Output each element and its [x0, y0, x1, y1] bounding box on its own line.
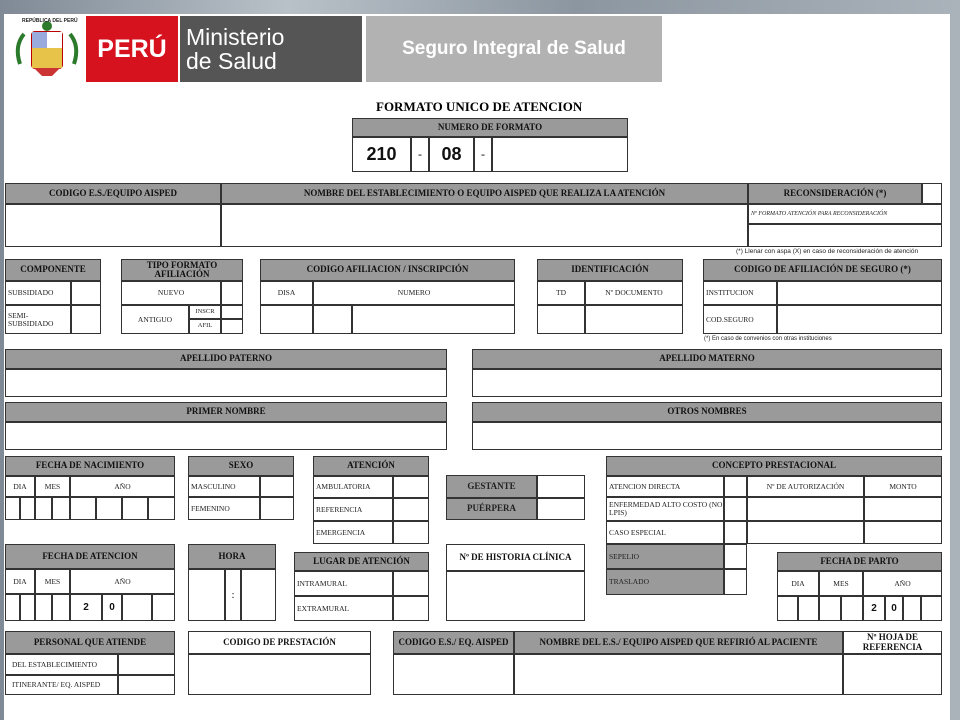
nac-mes-2[interactable]: [52, 497, 70, 520]
nac-ano-1[interactable]: [70, 497, 96, 520]
afil-label: AFIL: [189, 319, 221, 334]
nac-ano-2[interactable]: [96, 497, 122, 520]
numero-formato-part3[interactable]: [492, 137, 628, 172]
nombre-refirio-header: NOMBRE DEL E.S./ EQUIPO AISPED QUE REFIRIÓ AL PACIENTE: [514, 631, 843, 654]
hora-colon: :: [225, 569, 241, 621]
aten-mes-label: MES: [35, 569, 70, 594]
aten-dia-2[interactable]: [20, 594, 35, 621]
codigo-es-eq-field[interactable]: [393, 654, 514, 695]
historia-clinica-field[interactable]: [446, 571, 585, 621]
nac-dia-1[interactable]: [5, 497, 20, 520]
referencia-label: REFERENCIA: [313, 498, 393, 521]
ministerio-label: Ministerio: [186, 24, 285, 50]
n-autorizacion-field-1[interactable]: [747, 497, 864, 521]
reconsideracion-checkbox[interactable]: [922, 183, 942, 204]
peru-coat-of-arms-logo: [10, 16, 84, 80]
nac-mes-1[interactable]: [35, 497, 52, 520]
atencion-directa-label: ATENCION DIRECTA: [606, 476, 724, 497]
historia-clinica-header: Nº DE HISTORIA CLÍNICA: [446, 544, 585, 571]
primer-nombre-header: PRIMER NOMBRE: [5, 402, 447, 422]
apellido-materno-header: APELLIDO MATERNO: [472, 349, 942, 369]
codigo-afiliacion-header: CODIGO AFILIACION / INSCRIPCIÓN: [260, 259, 515, 281]
del-establecimiento-checkbox[interactable]: [118, 654, 175, 675]
semi-subsidiado-label: SEMI-SUBSIDIADO: [5, 305, 71, 334]
intramural-label: INTRAMURAL: [294, 571, 393, 596]
numero-field-b[interactable]: [352, 305, 515, 334]
parto-mes-label: MES: [819, 571, 863, 596]
itinerante-checkbox[interactable]: [118, 675, 175, 695]
enfermedad-alto-costo-label: ENFERMEDAD ALTO COSTO (NO LPIS): [606, 497, 724, 521]
femenino-label: FEMENINO: [188, 497, 260, 520]
referencia-checkbox[interactable]: [393, 498, 429, 521]
aten-ano-1[interactable]: 2: [70, 594, 102, 621]
antiguo-label: ANTIGUO: [121, 305, 189, 334]
ambulatoria-checkbox[interactable]: [393, 476, 429, 498]
codigo-prestacion-field[interactable]: [188, 654, 371, 695]
nuevo-label: NUEVO: [121, 281, 221, 305]
cod-seguro-label: COD.SEGURO: [703, 305, 777, 334]
hoja-referencia-field[interactable]: [843, 654, 942, 695]
nombre-es-header: NOMBRE DEL ESTABLECIMIENTO O EQUIPO AISPED QUE REALIZA LA ATENCIÓN: [221, 183, 748, 204]
parto-dia-label: DIA: [777, 571, 819, 596]
n-autorizacion-field-2[interactable]: [747, 521, 864, 544]
sis-label: Seguro Integral de Salud: [402, 38, 626, 59]
femenino-checkbox[interactable]: [260, 497, 294, 520]
ministerio-block: [178, 16, 362, 82]
peru-label: PERÚ: [97, 34, 167, 63]
parto-ano-1[interactable]: 2: [863, 596, 885, 621]
sepelio-label: SEPELIO: [606, 544, 724, 569]
lugar-atencion-header: LUGAR DE ATENCIÓN: [294, 552, 429, 571]
apellido-materno-field[interactable]: [472, 369, 942, 397]
fecha-nacimiento-header: FECHA DE NACIMIENTO: [5, 456, 175, 476]
codigo-prestacion-header: CODIGO DE PRESTACIÓN: [188, 631, 371, 654]
atencion-directa-checkbox[interactable]: [724, 476, 747, 497]
hora-field-1[interactable]: [188, 569, 225, 621]
codigo-es-header: CODIGO E.S./EQUIPO AISPED: [5, 183, 221, 204]
de-salud-label: de Salud: [186, 48, 277, 74]
gestante-label: GESTANTE: [446, 475, 537, 498]
monto-field-1[interactable]: [864, 497, 942, 521]
nac-ano-3[interactable]: [122, 497, 148, 520]
reconsideracion-header: RECONSIDERACIÓN (*): [748, 183, 922, 204]
nac-dia-label: DIA: [5, 476, 35, 497]
aten-dia-1[interactable]: [5, 594, 20, 621]
parto-ano-2[interactable]: 0: [885, 596, 903, 621]
monto-label: MONTO: [864, 476, 942, 497]
identificacion-header: IDENTIFICACIÓN: [537, 259, 683, 281]
emergencia-checkbox[interactable]: [393, 521, 429, 544]
nombre-refirio-field[interactable]: [514, 654, 843, 695]
masculino-label: MASCULINO: [188, 476, 260, 497]
numero-formato-part1[interactable]: 210: [352, 137, 411, 172]
fecha-parto-header: FECHA DE PARTO: [777, 552, 942, 571]
parto-ano-3[interactable]: [903, 596, 921, 621]
n-formato-reconsideracion-label: Nº FORMATO ATENCIÓN PARA RECONSIDERACIÓN: [748, 204, 942, 224]
codigo-es-field[interactable]: [5, 204, 221, 247]
semi-subsidiado-checkbox[interactable]: [71, 305, 101, 334]
parto-dia-2[interactable]: [798, 596, 819, 621]
numero-field-a[interactable]: [313, 305, 352, 334]
aten-mes-1[interactable]: [35, 594, 52, 621]
sepelio-checkbox[interactable]: [724, 544, 747, 569]
nac-ano-label: AÑO: [70, 476, 175, 497]
personal-atiende-header: PERSONAL QUE ATIENDE: [5, 631, 175, 654]
hora-header: HORA: [188, 544, 276, 569]
parto-dia-1[interactable]: [777, 596, 798, 621]
aten-ano-label: AÑO: [70, 569, 175, 594]
form-title: FORMATO UNICO DE ATENCION: [376, 99, 583, 114]
inscr-label: INSCR: [189, 305, 221, 319]
sis-block: [366, 16, 662, 82]
n-formato-reconsideracion-field[interactable]: [748, 224, 942, 247]
extramural-checkbox[interactable]: [393, 596, 429, 621]
parto-ano-4[interactable]: [921, 596, 942, 621]
apellido-paterno-field[interactable]: [5, 369, 447, 397]
ambulatoria-label: AMBULATORIA: [313, 476, 393, 498]
nac-dia-2[interactable]: [20, 497, 35, 520]
numero-formato-dash1: -: [411, 137, 429, 172]
aten-mes-2[interactable]: [52, 594, 70, 621]
parto-mes-1[interactable]: [819, 596, 841, 621]
emergencia-label: EMERGENCIA: [313, 521, 393, 544]
n-autorizacion-label: Nº DE AUTORIZACIÓN: [747, 476, 864, 497]
traslado-label: TRASLADO: [606, 569, 724, 595]
atencion-header: ATENCIÓN: [313, 456, 429, 476]
aten-dia-label: DIA: [5, 569, 35, 594]
otros-nombres-field[interactable]: [472, 422, 942, 450]
apellido-paterno-header: APELLIDO PATERNO: [5, 349, 447, 369]
parto-ano-label: AÑO: [863, 571, 942, 596]
otros-nombres-header: OTROS NOMBRES: [472, 402, 942, 422]
intramural-checkbox[interactable]: [393, 571, 429, 596]
caso-especial-checkbox[interactable]: [724, 521, 747, 544]
convenios-note: (*) En caso de convenios con otras instituciones: [704, 336, 832, 342]
aten-ano-2[interactable]: 0: [102, 594, 122, 621]
codigo-seguro-header: CODIGO DE AFILIACIÓN DE SEGURO (*): [703, 259, 942, 281]
afil-checkbox[interactable]: [221, 319, 243, 334]
institucion-field[interactable]: [777, 281, 942, 305]
disa-field[interactable]: [260, 305, 313, 334]
aten-ano-4[interactable]: [152, 594, 175, 621]
hora-field-2[interactable]: [241, 569, 276, 621]
itinerante-label: ITINERANTE/ EQ. AISPED: [5, 675, 118, 695]
subsidiado-label: SUBSIDIADO: [5, 281, 71, 305]
nombre-es-field[interactable]: [221, 204, 748, 247]
numero-formato-dash2: -: [474, 137, 492, 172]
extramural-label: EXTRAMURAL: [294, 596, 393, 621]
td-field[interactable]: [537, 305, 585, 334]
primer-nombre-field[interactable]: [5, 422, 447, 450]
nac-mes-label: MES: [35, 476, 70, 497]
tipo-formato-header: TIPO FORMATO AFILIACIÓN: [121, 259, 243, 281]
hoja-referencia-header: Nº HOJA DE REFERENCIA: [843, 631, 942, 654]
peru-red-block: [86, 16, 178, 82]
numero-formato-part2[interactable]: 08: [429, 137, 474, 172]
republica-text: REPÚBLICA DEL PERÚ: [22, 18, 78, 24]
fecha-atencion-header: FECHA DE ATENCION: [5, 544, 175, 569]
td-label: TD: [537, 281, 585, 305]
disa-label: DISA: [260, 281, 313, 305]
n-documento-label: Nº DOCUMENTO: [585, 281, 683, 305]
gestante-checkbox[interactable]: [537, 475, 585, 498]
n-documento-field[interactable]: [585, 305, 683, 334]
del-establecimiento-label: DEL ESTABLECIMIENTO: [5, 654, 118, 675]
numero-formato-header: NUMERO DE FORMATO: [352, 118, 628, 137]
subsidiado-checkbox[interactable]: [71, 281, 101, 305]
sexo-header: SEXO: [188, 456, 294, 476]
form-sheet: [4, 14, 950, 720]
nuevo-checkbox[interactable]: [221, 281, 243, 305]
numero-label: NUMERO: [313, 281, 515, 305]
traslado-checkbox[interactable]: [724, 569, 747, 595]
reconsideracion-note: (*) Llenar con aspa (X) en caso de reconsideración de atención: [736, 248, 919, 255]
enfermedad-alto-costo-checkbox[interactable]: [724, 497, 747, 521]
nac-ano-4[interactable]: [148, 497, 175, 520]
masculino-checkbox[interactable]: [260, 476, 294, 497]
puerpera-checkbox[interactable]: [537, 498, 585, 520]
codigo-es-eq-header: CODIGO E.S./ EQ. AISPED: [393, 631, 514, 654]
concepto-prestacional-header: CONCEPTO PRESTACIONAL: [606, 456, 942, 476]
cod-seguro-field[interactable]: [777, 305, 942, 334]
componente-header: COMPONENTE: [5, 259, 101, 281]
inscr-checkbox[interactable]: [221, 305, 243, 319]
aten-ano-3[interactable]: [122, 594, 152, 621]
puerpera-label: PUÉRPERA: [446, 498, 537, 520]
parto-mes-2[interactable]: [841, 596, 863, 621]
institucion-label: INSTITUCION: [703, 281, 777, 305]
caso-especial-label: CASO ESPECIAL: [606, 521, 724, 544]
monto-field-2[interactable]: [864, 521, 942, 544]
